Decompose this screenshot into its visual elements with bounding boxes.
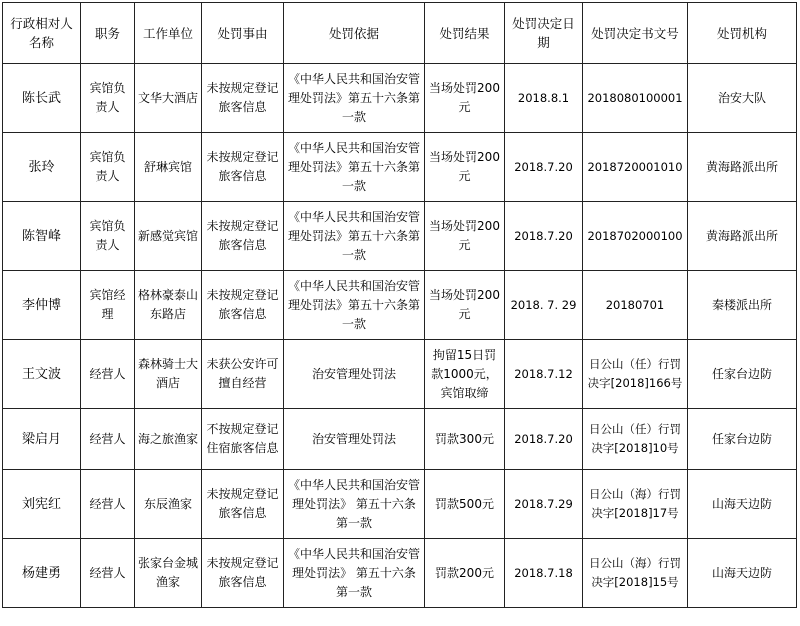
cell-doc-no: 日公山（任）行罚决字[2018]10号 xyxy=(583,409,688,470)
cell-doc-no: 日公山（海）行罚决字[2018]17号 xyxy=(583,470,688,539)
header-basis: 处罚依据 xyxy=(284,3,425,64)
cell-unit: 格林豪泰山东路店 xyxy=(135,271,202,340)
cell-result: 当场处罚200元 xyxy=(425,64,505,133)
cell-agency: 黄海路派出所 xyxy=(688,133,797,202)
header-position: 职务 xyxy=(81,3,135,64)
table-row xyxy=(3,202,797,271)
cell-result: 当场处罚200元 xyxy=(425,271,505,340)
cell-name: 刘宪红 xyxy=(3,470,81,539)
cell-reason: 未按规定登记旅客信息 xyxy=(202,271,284,340)
header-agency: 处罚机构 xyxy=(688,3,797,64)
cell-unit: 舒琳宾馆 xyxy=(135,133,202,202)
cell-position: 经营人 xyxy=(81,470,135,539)
table-row xyxy=(3,133,797,202)
table-row xyxy=(3,409,797,470)
cell-result: 当场处罚200元 xyxy=(425,202,505,271)
cell-doc-no: 2018720001010 xyxy=(583,133,688,202)
cell-agency: 秦楼派出所 xyxy=(688,271,797,340)
table-row xyxy=(3,340,797,409)
cell-basis: 《中华人民共和国治安管理处罚法》第五十六条第一款 xyxy=(284,271,425,340)
cell-doc-no: 日公山（海）行罚决字[2018]15号 xyxy=(583,539,688,608)
cell-name: 陈智峰 xyxy=(3,202,81,271)
table-row xyxy=(3,64,797,133)
cell-result: 罚款500元 xyxy=(425,470,505,539)
cell-name: 杨建勇 xyxy=(3,539,81,608)
cell-date: 2018.8.1 xyxy=(505,64,583,133)
cell-position: 经营人 xyxy=(81,340,135,409)
cell-unit: 新感觉宾馆 xyxy=(135,202,202,271)
cell-agency: 任家台边防 xyxy=(688,409,797,470)
cell-name: 王文波 xyxy=(3,340,81,409)
cell-result: 罚款200元 xyxy=(425,539,505,608)
header-name: 行政相对人名称 xyxy=(3,3,81,64)
cell-position: 经营人 xyxy=(81,409,135,470)
cell-position: 经营人 xyxy=(81,539,135,608)
cell-doc-no: 日公山（任）行罚决字[2018]166号 xyxy=(583,340,688,409)
cell-agency: 黄海路派出所 xyxy=(688,202,797,271)
cell-result: 当场处罚200元 xyxy=(425,133,505,202)
cell-basis: 《中华人民共和国治安管理处罚法》第五十六条第一款 xyxy=(284,133,425,202)
penalty-table xyxy=(2,2,797,608)
cell-position: 宾馆负责人 xyxy=(81,133,135,202)
cell-name: 李仲博 xyxy=(3,271,81,340)
cell-agency: 治安大队 xyxy=(688,64,797,133)
header-unit: 工作单位 xyxy=(135,3,202,64)
cell-date: 2018.7.18 xyxy=(505,539,583,608)
cell-agency: 任家台边防 xyxy=(688,340,797,409)
cell-reason: 未获公安许可擅自经营 xyxy=(202,340,284,409)
cell-reason: 未按规定登记旅客信息 xyxy=(202,64,284,133)
cell-name: 梁启月 xyxy=(3,409,81,470)
header-result: 处罚结果 xyxy=(425,3,505,64)
cell-result: 罚款300元 xyxy=(425,409,505,470)
cell-basis: 《中华人民共和国治安管理处罚法》第五十六条第一款 xyxy=(284,64,425,133)
cell-reason: 未按规定登记旅客信息 xyxy=(202,539,284,608)
cell-date: 2018.7.20 xyxy=(505,133,583,202)
cell-result: 拘留15日罚款1000元，宾馆取缔 xyxy=(425,340,505,409)
cell-unit: 森林骑士大酒店 xyxy=(135,340,202,409)
cell-position: 宾馆负责人 xyxy=(81,64,135,133)
cell-doc-no: 2018702000100 xyxy=(583,202,688,271)
cell-basis: 治安管理处罚法 xyxy=(284,340,425,409)
header-doc-no: 处罚决定书文号 xyxy=(583,3,688,64)
cell-date: 2018.7.20 xyxy=(505,409,583,470)
header-date: 处罚决定日期 xyxy=(505,3,583,64)
cell-agency: 山海天边防 xyxy=(688,539,797,608)
cell-unit: 东辰渔家 xyxy=(135,470,202,539)
cell-position: 宾馆负责人 xyxy=(81,202,135,271)
table-row xyxy=(3,271,797,340)
table-row xyxy=(3,470,797,539)
cell-name: 张玲 xyxy=(3,133,81,202)
header-row xyxy=(3,3,797,64)
cell-date: 2018. 7. 29 xyxy=(505,271,583,340)
cell-reason: 不按规定登记住宿旅客信息 xyxy=(202,409,284,470)
cell-basis: 《中华人民共和国治安管理处罚法》 第五十六条第一款 xyxy=(284,470,425,539)
cell-basis: 治安管理处罚法 xyxy=(284,409,425,470)
cell-doc-no: 2018080100001 xyxy=(583,64,688,133)
cell-basis: 《中华人民共和国治安管理处罚法》第五十六条第一款 xyxy=(284,202,425,271)
cell-reason: 未按规定登记旅客信息 xyxy=(202,470,284,539)
cell-date: 2018.7.12 xyxy=(505,340,583,409)
cell-unit: 张家台金城渔家 xyxy=(135,539,202,608)
header-reason: 处罚事由 xyxy=(202,3,284,64)
cell-position: 宾馆经理 xyxy=(81,271,135,340)
cell-unit: 海之旅渔家 xyxy=(135,409,202,470)
cell-reason: 未按规定登记旅客信息 xyxy=(202,133,284,202)
cell-doc-no: 20180701 xyxy=(583,271,688,340)
cell-agency: 山海天边防 xyxy=(688,470,797,539)
cell-date: 2018.7.29 xyxy=(505,470,583,539)
cell-reason: 未按规定登记旅客信息 xyxy=(202,202,284,271)
cell-unit: 文华大酒店 xyxy=(135,64,202,133)
cell-basis: 《中华人民共和国治安管理处罚法》 第五十六条第一款 xyxy=(284,539,425,608)
cell-name: 陈长武 xyxy=(3,64,81,133)
cell-date: 2018.7.20 xyxy=(505,202,583,271)
table-row xyxy=(3,539,797,608)
